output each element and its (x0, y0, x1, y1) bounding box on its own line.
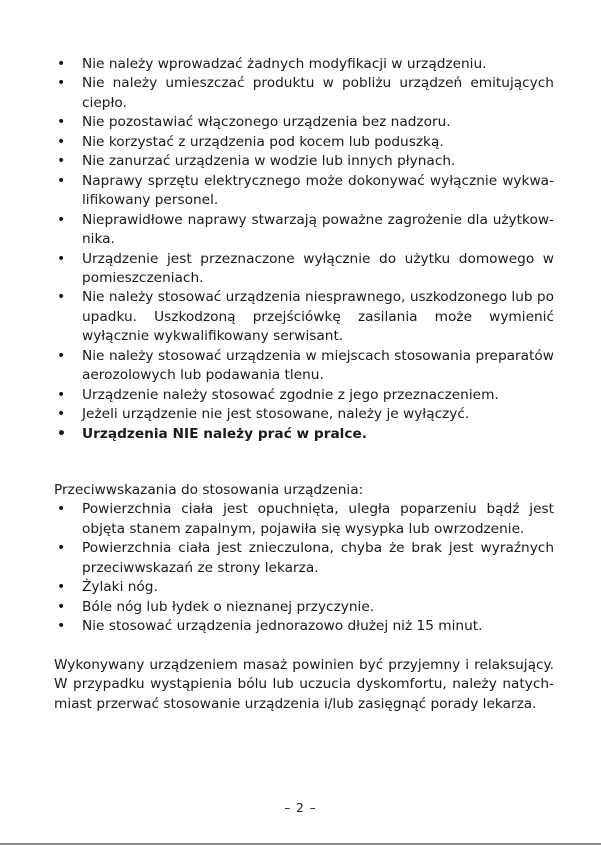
contraindication-item: • Nie stosować urządzenia jednorazowo dłużej niż 15 minut. (54, 617, 554, 636)
warning-item: • Nie należy wprowadzać żadnych modyfikacji w urządzeniu. (54, 55, 554, 74)
contraindications-heading: Przeciwwskazania do stosowania urządzenia: (54, 482, 364, 498)
contraindications-list (54, 500, 554, 636)
page-number: – 2 – (284, 801, 317, 815)
warning-item: • Nie należy stosować urządzenia w miejscach stosowania preparatów aerozolowych lub podawania tlenu. (54, 347, 554, 386)
warning-item: • Urządzenie należy stosować zgodnie z jego przeznaczeniem. (54, 386, 554, 405)
contraindication-item: • Powierzchnia ciała jest znieczulona, chyba że brak jest wyraźnych przeciwwskazań ze strony lekarza. (54, 539, 554, 578)
warning-item: • Nie należy stosować urządzenia niesprawnego, uszkodzonego lub po upadku. Uszkodzoną przejściówkę zasilania może wymienić wyłącznie wykwalifikowany serwisant. (54, 288, 554, 346)
warning-item: • Naprawy sprzętu elektrycznego może dokonywać wyłącznie wykwalifikowany personel. (54, 172, 554, 211)
warning-item: • Nie zanurzać urządzenia w wodzie lub innych płynach. (54, 152, 554, 171)
warning-item: • Nie korzystać z urządzenia pod kocem lub poduszką. (54, 133, 554, 152)
contraindication-item: • Żylaki nóg. (54, 578, 554, 597)
contraindication-item: • Bóle nóg lub łydek o nieznanej przyczynie. (54, 598, 554, 617)
safety-warnings-list (54, 55, 554, 444)
warning-item: • Jeżeli urządzenie nie jest stosowane, należy je wyłączyć. (54, 405, 554, 424)
contraindication-item: • Powierzchnia ciała jest opuchnięta, uległa poparzeniu bądź jest objęta stanem zapalnym, pojawiła się wysypka lub owrzodzenie. (54, 500, 554, 539)
warning-item: • Nie pozostawiać włączonego urządzenia bez nadzoru. (54, 113, 554, 132)
contraindications-section (54, 481, 554, 637)
warning-item: • Urządzenie jest przeznaczone wyłącznie do użytku domowego w pomieszczeniach. (54, 250, 554, 289)
warning-item: • Nieprawidłowe naprawy stwarzają poważne zagrożenie dla użytkownika. (54, 211, 554, 250)
warning-item: • Nie należy umieszczać produktu w pobliżu urządzeń emitujących ciepło. (54, 74, 554, 113)
closing-paragraph: Wykonywany urządzeniem masaż powinien być przyjemny i relaksujący. W przypadku wystąpienia bólu lub uczucia dyskomfortu, należy natychmiast przerwać stosowanie urządzenia i/lub zasięgnąć porady lekarza. (54, 657, 554, 712)
warning-item-washing: • Urządzenia NIE należy prać w pralce. (54, 425, 554, 444)
